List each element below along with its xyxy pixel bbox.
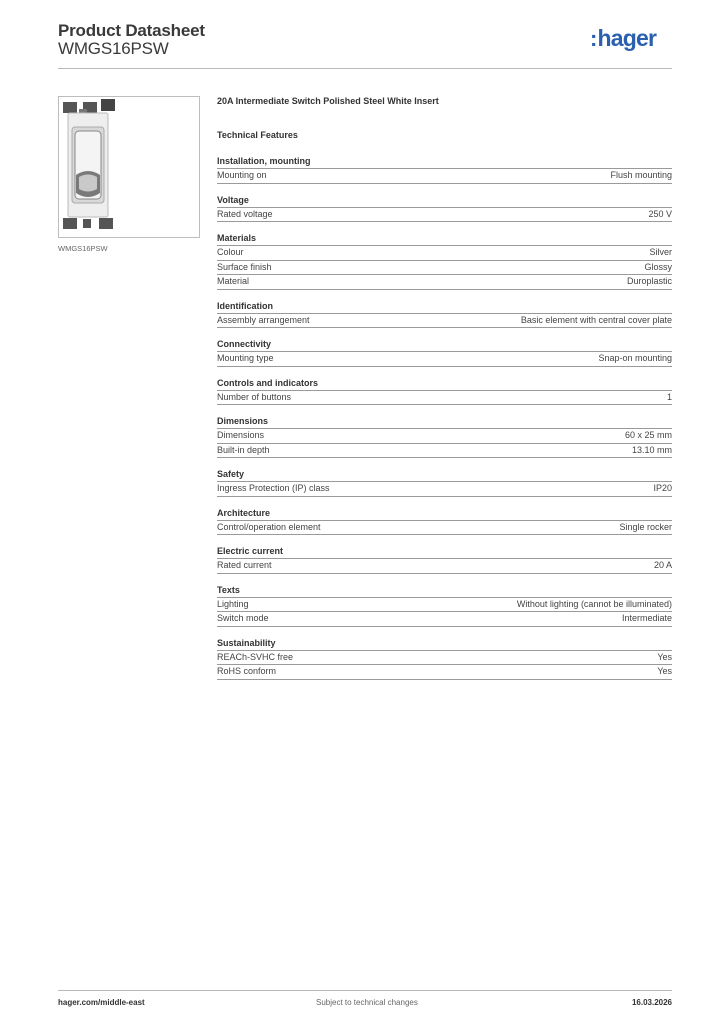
- feature-section: [217, 546, 672, 574]
- feature-section: [217, 339, 672, 367]
- feature-row: [217, 444, 672, 459]
- feature-section: [217, 508, 672, 536]
- header-divider: [58, 68, 672, 69]
- section-title: Architecture: [217, 508, 672, 521]
- footer-website: hager.com/middle-east: [58, 998, 145, 1007]
- section-title: Sustainability: [217, 638, 672, 651]
- feature-label: Built-in depth: [217, 444, 270, 455]
- feature-row: [217, 665, 672, 680]
- section-title: Connectivity: [217, 339, 672, 352]
- product-title: 20A Intermediate Switch Polished Steel White Insert: [217, 96, 439, 106]
- page-title: Product Datasheet: [58, 21, 205, 40]
- section-title: Installation, mounting: [217, 156, 672, 169]
- feature-value: Without lighting (cannot be illuminated): [516, 598, 672, 609]
- feature-row: [217, 612, 672, 627]
- feature-row: [217, 208, 672, 223]
- feature-row: [217, 314, 672, 329]
- feature-value: 1: [666, 391, 672, 402]
- section-title: Controls and indicators: [217, 378, 672, 391]
- feature-value: Single rocker: [619, 521, 672, 532]
- feature-label: Assembly arrangement: [217, 314, 310, 325]
- section-title: Dimensions: [217, 416, 672, 429]
- hager-logo: :hager: [590, 25, 657, 51]
- feature-value: 13.10 mm: [631, 444, 672, 455]
- feature-row: [217, 261, 672, 276]
- section-title: Safety: [217, 469, 672, 482]
- section-title: Electric current: [217, 546, 672, 559]
- feature-label: Switch mode: [217, 613, 269, 623]
- feature-sections: [217, 156, 672, 680]
- feature-value: Basic element with central cover plate: [520, 314, 672, 325]
- datasheet-content: [217, 96, 672, 680]
- feature-label: Lighting: [217, 598, 249, 609]
- feature-value: Yes: [657, 666, 672, 676]
- feature-label: Control/operation element: [217, 521, 321, 532]
- feature-value: 250 V: [648, 208, 672, 219]
- image-caption: WMGS16PSW: [58, 244, 108, 253]
- feature-label: Rated current: [217, 560, 272, 570]
- feature-row: [217, 246, 672, 261]
- feature-row: [217, 169, 672, 184]
- feature-section: [217, 638, 672, 680]
- section-title: Materials: [217, 233, 672, 246]
- footer-notice: Subject to technical changes: [316, 998, 418, 1007]
- feature-section: [217, 195, 672, 223]
- feature-label: Number of buttons: [217, 391, 292, 402]
- feature-label: Surface finish: [217, 261, 272, 272]
- feature-label: Material: [217, 276, 250, 286]
- feature-value: IP20: [653, 483, 672, 493]
- feature-row: [217, 352, 672, 367]
- logo-text: hager: [597, 25, 657, 51]
- feature-value: Duroplastic: [626, 276, 672, 286]
- feature-row: [217, 651, 672, 666]
- section-title: Identification: [217, 301, 672, 314]
- feature-value: Intermediate: [621, 613, 672, 623]
- feature-section: [217, 233, 672, 290]
- product-code: WMGS16PSW: [58, 39, 169, 58]
- feature-row: [217, 429, 672, 444]
- feature-label: Ingress Protection (IP) class: [217, 483, 330, 493]
- feature-section: [217, 585, 672, 627]
- feature-label: Colour: [217, 247, 244, 257]
- feature-value: Glossy: [644, 261, 672, 272]
- feature-value: Snap-on mounting: [598, 353, 672, 363]
- feature-section: [217, 156, 672, 184]
- switch-insert-illustration: [59, 97, 199, 237]
- feature-row: [217, 482, 672, 497]
- feature-row: [217, 559, 672, 574]
- feature-row: [217, 391, 672, 406]
- feature-row: [217, 275, 672, 290]
- feature-label: Dimensions: [217, 430, 265, 440]
- feature-section: [217, 301, 672, 329]
- feature-label: Mounting type: [217, 353, 274, 363]
- feature-section: [217, 378, 672, 406]
- footer-date: 16.03.2026: [631, 998, 672, 1007]
- product-image: [58, 96, 200, 238]
- feature-value: Silver: [649, 247, 672, 257]
- feature-section: [217, 416, 672, 458]
- feature-value: Flush mounting: [610, 170, 672, 180]
- feature-value: Yes: [657, 651, 672, 662]
- feature-row: [217, 521, 672, 536]
- footer-divider: [58, 990, 672, 991]
- feature-label: Rated voltage: [217, 208, 273, 219]
- feature-label: Mounting on: [217, 170, 267, 180]
- feature-section: [217, 469, 672, 497]
- feature-row: [217, 598, 672, 613]
- feature-value: 60 x 25 mm: [624, 430, 672, 440]
- technical-features-heading: Technical Features: [217, 130, 298, 140]
- feature-label: REACh-SVHC free: [217, 651, 294, 662]
- feature-label: RoHS conform: [217, 666, 277, 676]
- section-title: Voltage: [217, 195, 672, 208]
- feature-value: 20 A: [653, 560, 672, 570]
- section-title: Texts: [217, 585, 672, 598]
